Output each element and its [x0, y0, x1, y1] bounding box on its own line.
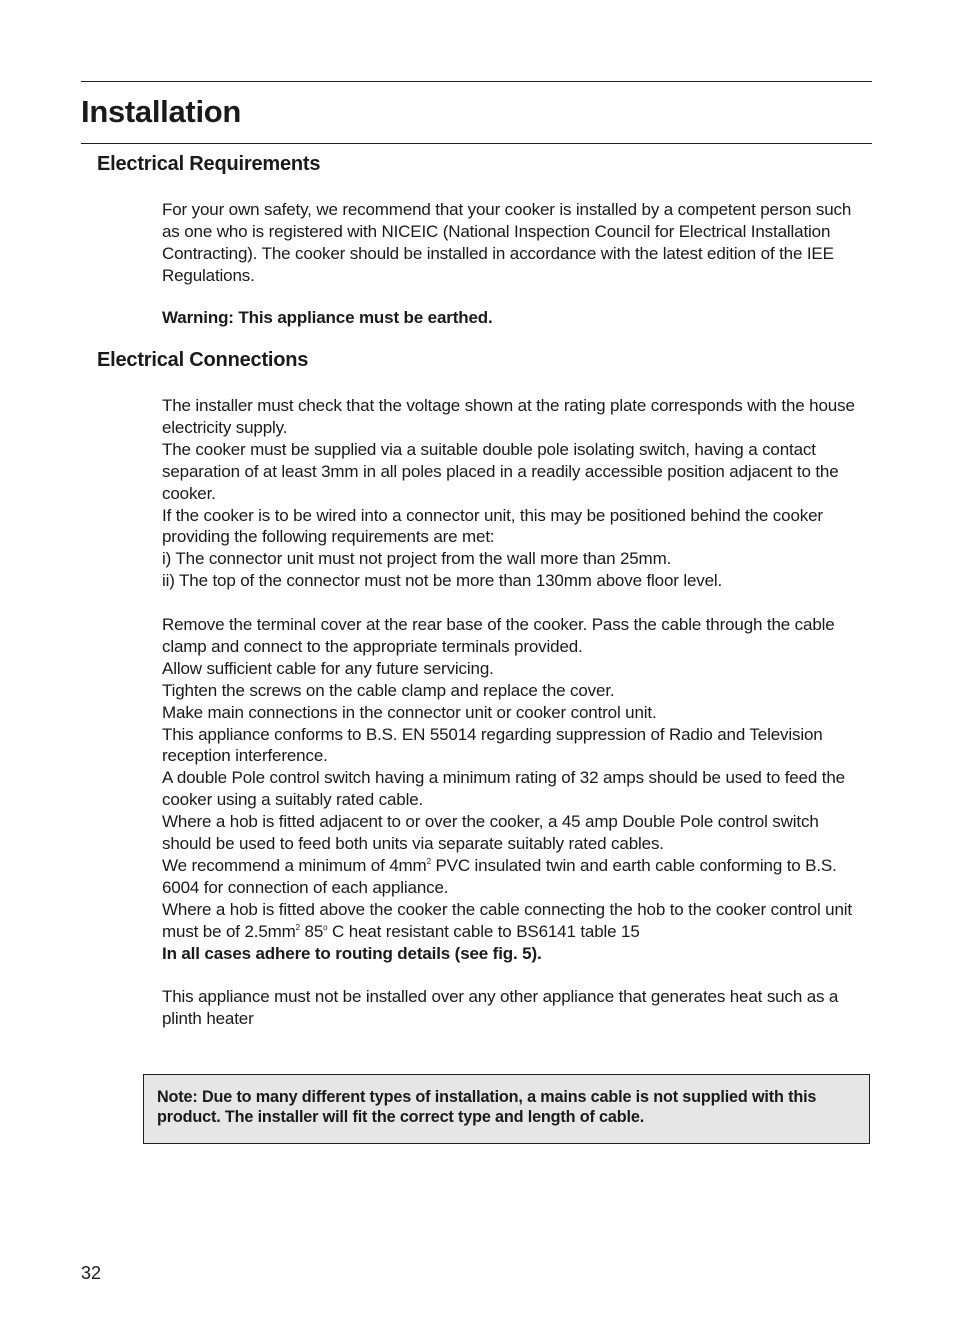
page-title: Installation — [81, 94, 242, 129]
electrical-connections-heading: Electrical Connections — [97, 349, 309, 371]
mains-cable-note — [143, 1074, 870, 1144]
connection-line: The installer must check that the voltage shown at the rating plate corresponds with the house electricity supply. — [162, 396, 855, 437]
connection-line: ii) The top of the connector must not be more than 130mm above floor level. — [162, 571, 723, 591]
heater-warning: This appliance must not be installed over any other appliance that generates heat such as a plinth heater — [162, 987, 839, 1029]
title-divider — [81, 143, 872, 144]
connection-line: A double Pole control switch having a minimum rating of 32 amps should be used to feed the cooker using a suitably rated cable. — [162, 768, 845, 810]
connection-line: Allow sufficient cable for any future servicing. — [162, 658, 494, 678]
electrical-requirements-body — [162, 199, 867, 287]
electrical-requirements-heading: Electrical Requirements — [97, 153, 321, 175]
earthing-warning: Warning: This appliance must be earthed. — [162, 308, 493, 327]
routing-note: In all cases adhere to routing details (see fig. 5). — [162, 943, 542, 963]
page-number: 32 — [81, 1263, 102, 1283]
connection-line: Make main connections in the connector unit or cooker control unit. — [162, 702, 657, 722]
electrical-requirements-paragraph: For your own safety, we recommend that your cooker is installed by a competent person such as one who is registered with NICEIC (National Inspection Council for Electrical Installation Contracting). The cooker should be installed in accordance with the latest edition of the IEE Regulations. — [162, 200, 852, 285]
hob-cable-requirement: Where a hob is fitted above the cooker the cable connecting the hob to the cooker control unit must be of $2.5mm^2$ 85$^o$ C heat resistant cable to BS6141 table 15 — [162, 899, 852, 941]
note-text: Note: Due to many different types of installation, a mains cable is not supplied with this product. The installer will fit the correct type and length of cable. — [157, 1088, 817, 1126]
connection-line: This appliance conforms to B.S. EN 55014 regarding suppression of Radio and Television reception interference. — [162, 724, 823, 766]
connection-line: Remove the terminal cover at the rear base of the cooker. Pass the cable through the cable clamp and connect to the appropriate terminals provided. — [162, 615, 835, 656]
connection-line: The cooker must be supplied via a suitable double pole isolating switch, having a contact separation of at least 3mm in all poles placed in a readily accessible position adjacent to the cooker. — [162, 439, 839, 503]
connection-line: i) The connector unit must not project from the wall more than 25mm. — [162, 549, 672, 569]
connection-line: Tighten the screws on the cable clamp and replace the cover. — [162, 680, 615, 700]
cable-recommendation: We recommend a minimum of $4mm^2$ PVC insulated twin and earth cable conforming to B.S. 6004 for connection of each appliance. — [162, 856, 837, 897]
connection-line: If the cooker is to be wired into a connector unit, this may be positioned behind the cooker providing the following requirements are met: — [162, 505, 823, 547]
electrical-connections-body — [162, 395, 867, 1030]
top-divider — [81, 81, 872, 82]
connection-line: Where a hob is fitted adjacent to or over the cooker, a 45 amp Double Pole control switch should be used to feed both units via separate suitably rated cables. — [162, 812, 819, 854]
